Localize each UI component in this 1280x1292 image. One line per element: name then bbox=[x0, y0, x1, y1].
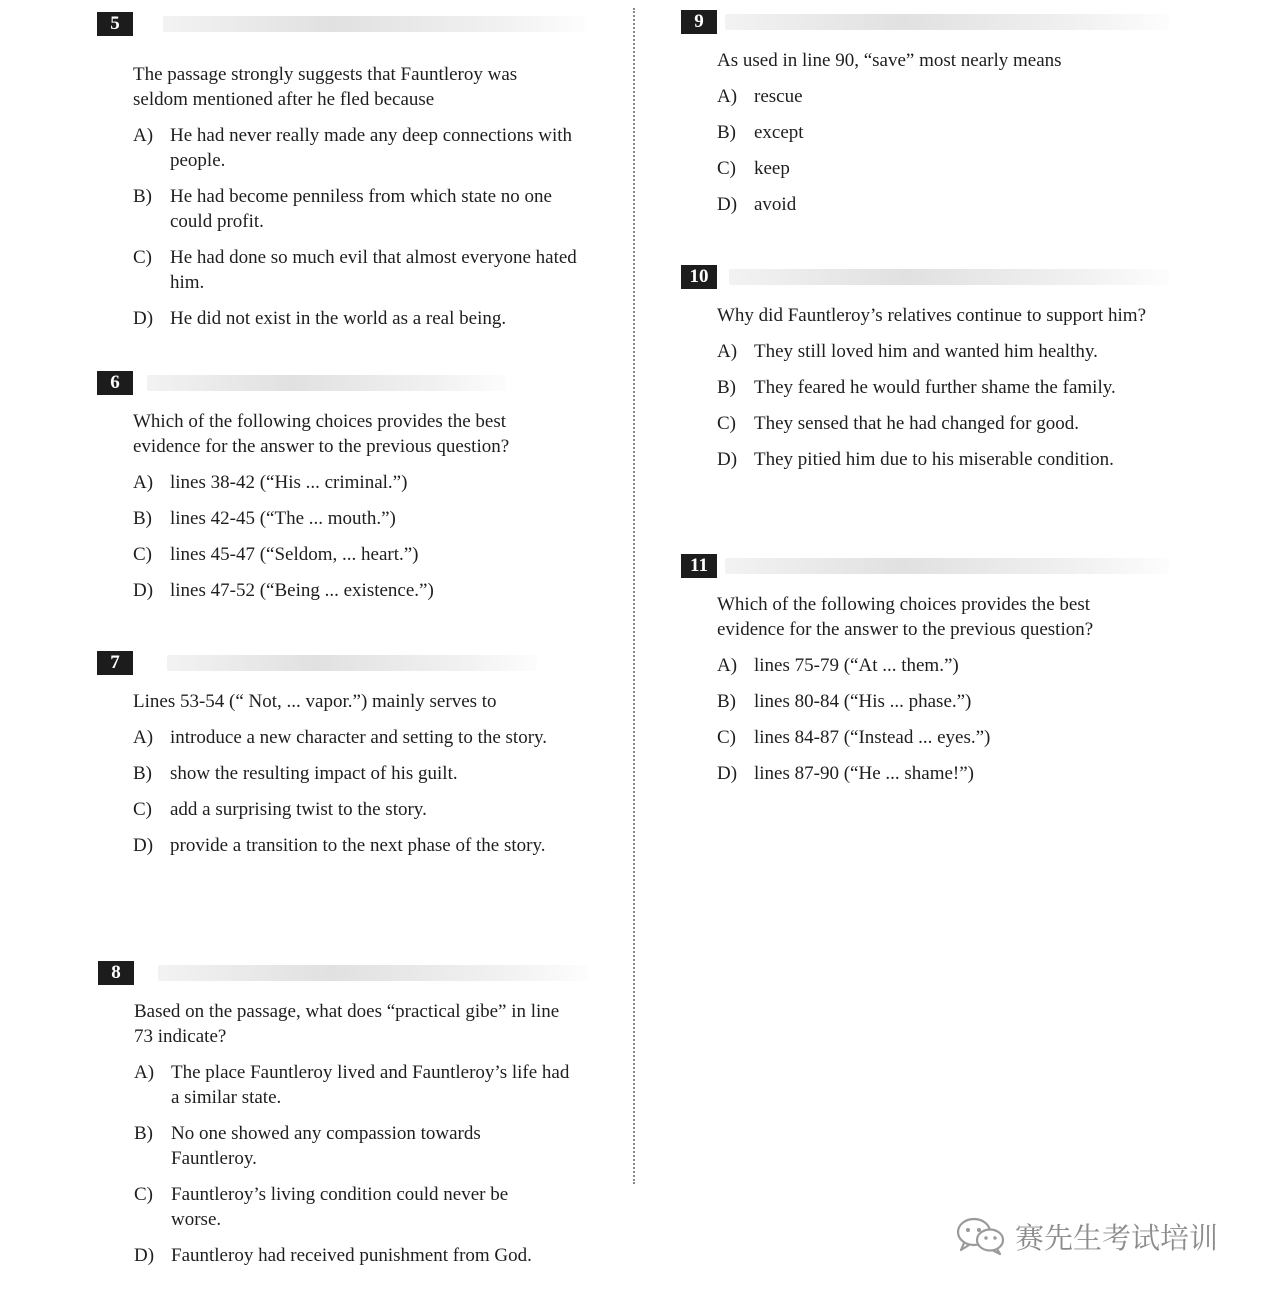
choice-text: He had never really made any deep connections with people. bbox=[170, 125, 573, 171]
choice-text: They sensed that he had changed for good. bbox=[754, 413, 1080, 434]
question-header bbox=[97, 371, 587, 397]
choice-c[interactable] bbox=[133, 245, 588, 295]
choice-text: They pitied him due to his miserable condition. bbox=[754, 449, 1114, 470]
choice-text: They feared he would further shame the family. bbox=[754, 377, 1116, 398]
question-number-badge: 11 bbox=[681, 554, 717, 578]
question-header bbox=[681, 10, 1171, 36]
choice-text: lines 84-87 (“Instead ... eyes.”) bbox=[754, 727, 991, 748]
choice-d[interactable] bbox=[717, 192, 1172, 217]
choice-a[interactable] bbox=[134, 1060, 589, 1110]
choice-letter: A) bbox=[133, 472, 154, 493]
choice-d[interactable] bbox=[133, 833, 588, 858]
question-header-bar bbox=[158, 965, 588, 981]
question-5 bbox=[97, 12, 587, 331]
choice-b[interactable] bbox=[133, 506, 588, 531]
choice-letter: B) bbox=[133, 186, 152, 207]
choice-text: show the resulting impact of his guilt. bbox=[170, 763, 458, 784]
choice-text: He had become penniless from which state no one could profit. bbox=[170, 186, 552, 232]
choice-letter: D) bbox=[133, 835, 154, 856]
choice-letter: D) bbox=[134, 1245, 155, 1266]
choice-letter: D) bbox=[717, 763, 738, 784]
question-number-badge: 9 bbox=[681, 10, 717, 34]
question-8 bbox=[98, 961, 588, 1268]
choice-letter: D) bbox=[717, 449, 738, 470]
choice-d[interactable] bbox=[134, 1243, 589, 1268]
choice-d[interactable] bbox=[717, 761, 1172, 786]
question-header-bar bbox=[167, 655, 537, 671]
choice-text: He had done so much evil that almost everyone hated him. bbox=[170, 247, 577, 293]
choice-a[interactable] bbox=[717, 84, 1172, 109]
column-divider bbox=[633, 8, 635, 1184]
choice-b[interactable] bbox=[133, 184, 588, 234]
choice-text: lines 47-52 (“Being ... existence.”) bbox=[170, 580, 434, 601]
choice-letter: A) bbox=[717, 655, 738, 676]
choice-letter: C) bbox=[717, 727, 736, 748]
choice-b[interactable] bbox=[717, 375, 1172, 400]
watermark bbox=[955, 1213, 1218, 1259]
choice-letter: B) bbox=[134, 1123, 153, 1144]
question-header bbox=[97, 12, 587, 38]
question-stem: As used in line 90, “save” most nearly means bbox=[717, 50, 1062, 71]
choice-letter: A) bbox=[717, 341, 738, 362]
choice-letter: C) bbox=[717, 158, 736, 179]
question-number-badge: 6 bbox=[97, 371, 133, 395]
question-stem: Lines 53-54 (“ Not, ... vapor.”) mainly serves to bbox=[133, 691, 497, 712]
choice-b[interactable] bbox=[717, 120, 1172, 145]
choice-a[interactable] bbox=[133, 470, 588, 495]
choice-text: lines 80-84 (“His ... phase.”) bbox=[754, 691, 972, 712]
choice-text: lines 38-42 (“His ... criminal.”) bbox=[170, 472, 408, 493]
choice-b[interactable] bbox=[134, 1121, 589, 1171]
question-header-bar bbox=[163, 16, 585, 32]
choice-text: except bbox=[754, 122, 804, 143]
choice-text: He did not exist in the world as a real being. bbox=[170, 308, 507, 329]
question-header-bar bbox=[725, 558, 1169, 574]
choice-letter: C) bbox=[133, 544, 152, 565]
choice-text: lines 75-79 (“At ... them.”) bbox=[754, 655, 959, 676]
question-header-bar bbox=[147, 375, 507, 391]
question-header-bar bbox=[725, 14, 1169, 30]
choice-letter: C) bbox=[133, 247, 152, 268]
question-stem: Which of the following choices provides the best evidence for the answer to the previous question? bbox=[133, 411, 510, 457]
watermark-text: 赛先生考试培训 bbox=[1015, 1220, 1219, 1255]
question-9 bbox=[681, 10, 1171, 217]
choice-letter: C) bbox=[134, 1184, 153, 1205]
choice-letter: B) bbox=[717, 377, 736, 398]
choice-letter: A) bbox=[133, 125, 154, 146]
choice-text: lines 87-90 (“He ... shame!”) bbox=[754, 763, 975, 784]
choice-c[interactable] bbox=[717, 411, 1172, 436]
question-number-badge: 10 bbox=[681, 265, 717, 289]
question-6 bbox=[97, 371, 587, 603]
choice-letter: A) bbox=[717, 86, 738, 107]
choice-text: add a surprising twist to the story. bbox=[170, 799, 427, 820]
choice-letter: B) bbox=[717, 691, 736, 712]
choice-letter: D) bbox=[133, 580, 154, 601]
question-10 bbox=[681, 265, 1171, 472]
choice-text: They still loved him and wanted him healthy. bbox=[754, 341, 1098, 362]
question-number-badge: 8 bbox=[98, 961, 134, 985]
choice-a[interactable] bbox=[717, 339, 1172, 364]
question-header bbox=[681, 554, 1171, 580]
choice-text: avoid bbox=[754, 194, 797, 215]
question-header-bar bbox=[729, 269, 1169, 285]
choice-letter: C) bbox=[717, 413, 736, 434]
question-11 bbox=[681, 554, 1171, 786]
question-stem: Based on the passage, what does “practical gibe” in line 73 indicate? bbox=[134, 1001, 560, 1047]
choice-a[interactable] bbox=[717, 653, 1172, 678]
choice-text: Fauntleroy’s living condition could never be worse. bbox=[171, 1184, 509, 1230]
question-number-badge: 7 bbox=[97, 651, 133, 675]
choice-d[interactable] bbox=[717, 447, 1172, 472]
question-header bbox=[98, 961, 588, 987]
wechat-icon bbox=[955, 1216, 1007, 1256]
question-stem: Which of the following choices provides the best evidence for the answer to the previous question? bbox=[717, 594, 1094, 640]
choice-b[interactable] bbox=[133, 761, 588, 786]
choice-c[interactable] bbox=[717, 725, 1172, 750]
choice-text: Fauntleroy had received punishment from God. bbox=[171, 1245, 532, 1266]
choice-b[interactable] bbox=[717, 689, 1172, 714]
choice-letter: A) bbox=[134, 1062, 155, 1083]
question-stem: The passage strongly suggests that Fauntleroy was seldom mentioned after he fled because bbox=[133, 64, 518, 110]
choice-d[interactable] bbox=[133, 578, 588, 603]
choice-text: No one showed any compassion towards Fauntleroy. bbox=[171, 1123, 481, 1169]
question-7 bbox=[97, 651, 587, 858]
choice-text: rescue bbox=[754, 86, 803, 107]
choice-c[interactable] bbox=[134, 1182, 589, 1232]
question-header bbox=[97, 651, 587, 677]
choice-letter: D) bbox=[717, 194, 738, 215]
choice-text: The place Fauntleroy lived and Fauntleroy’s life had a similar state. bbox=[171, 1062, 570, 1108]
choice-text: introduce a new character and setting to the story. bbox=[170, 727, 548, 748]
choice-a[interactable] bbox=[133, 123, 588, 173]
choice-text: provide a transition to the next phase of the story. bbox=[170, 835, 546, 856]
choice-letter: B) bbox=[133, 763, 152, 784]
question-number-badge: 5 bbox=[97, 12, 133, 36]
question-stem: Why did Fauntleroy’s relatives continue to support him? bbox=[717, 305, 1147, 326]
question-header bbox=[681, 265, 1171, 291]
choice-c[interactable] bbox=[717, 156, 1172, 181]
choice-letter: A) bbox=[133, 727, 154, 748]
choice-text: lines 45-47 (“Seldom, ... heart.”) bbox=[170, 544, 419, 565]
choice-a[interactable] bbox=[133, 725, 588, 750]
choice-c[interactable] bbox=[133, 797, 588, 822]
choice-d[interactable] bbox=[133, 306, 588, 331]
choice-text: lines 42-45 (“The ... mouth.”) bbox=[170, 508, 396, 529]
choice-letter: B) bbox=[133, 508, 152, 529]
choice-text: keep bbox=[754, 158, 790, 179]
choice-letter: D) bbox=[133, 308, 154, 329]
choice-c[interactable] bbox=[133, 542, 588, 567]
choice-letter: C) bbox=[133, 799, 152, 820]
choice-letter: B) bbox=[717, 122, 736, 143]
